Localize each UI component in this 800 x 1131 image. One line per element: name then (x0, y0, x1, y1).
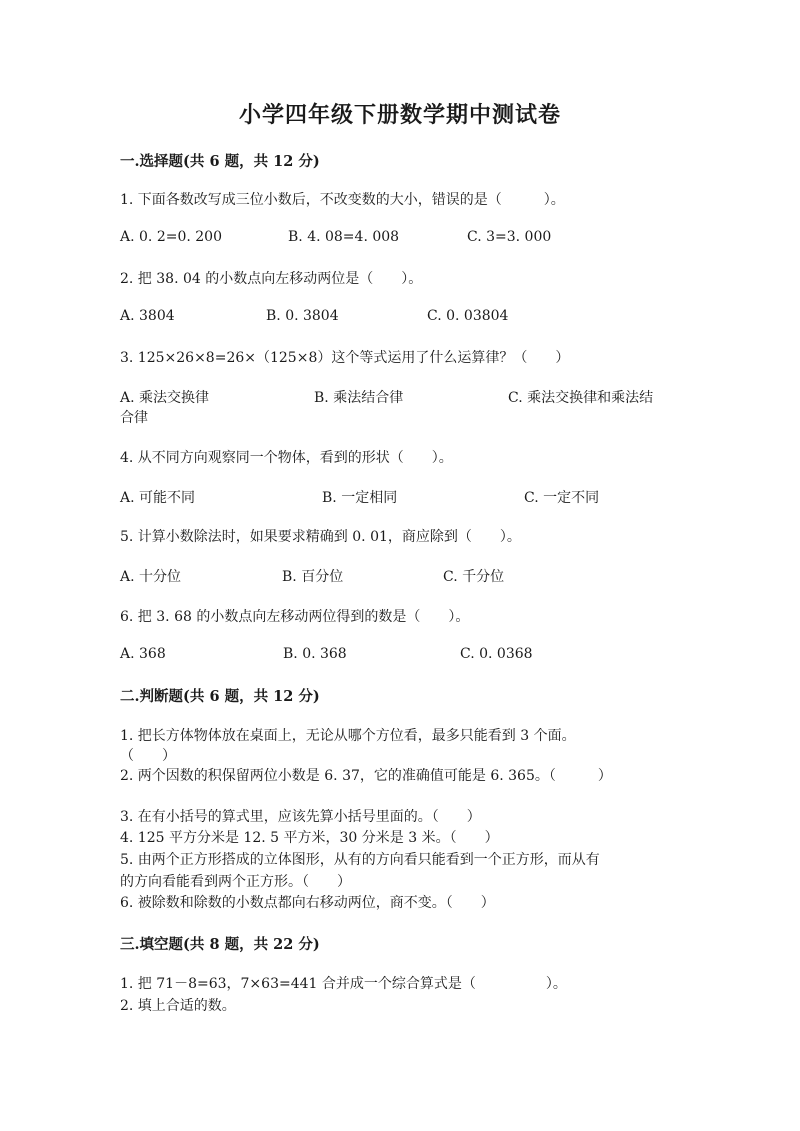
option-b: B. 4. 08=4. 008 (288, 229, 400, 245)
option-c: C. 乘法交换律和乘法结 (508, 390, 654, 406)
statement-text: 3. 在有小括号的算式里，应该先算小括号里面的。（ ） (120, 809, 481, 825)
section-heading-choice: 一.选择题(共 6 题，共 12 分) (120, 153, 320, 170)
question-text: 4. 从不同方向观察同一个物体，看到的形状（ ）。 (120, 450, 453, 466)
question-text: 5. 计算小数除法时，如果要求精确到 0. 01，商应除到（ ）。 (120, 529, 521, 545)
option-b: B. 百分位 (282, 569, 344, 585)
question-text: 3. 125×26×8=26×（125×8）这个等式运用了什么运算律？（ ） (120, 350, 570, 366)
statement-text: 4. 125 平方分米是 12. 5 平方米，30 分米是 3 米。（ ） (120, 830, 499, 846)
question-text: 1. 下面各数改写成三位小数后，不改变数的大小，错误的是（ ）。 (120, 192, 565, 208)
option-a: A. 十分位 (120, 569, 182, 585)
statement-text-continued: 的方向看能看到两个正方形。（ ） (120, 874, 351, 890)
option-b: B. 一定相同 (322, 490, 398, 506)
option-a: A. 368 (120, 646, 166, 662)
answer-blank: （ ） (120, 748, 176, 764)
option-c: C. 千分位 (443, 569, 505, 585)
option-c: C. 一定不同 (524, 490, 600, 506)
question-text: 1. 把 71－8=63，7×63=441 合并成一个综合算式是（ ）。 (120, 976, 567, 992)
option-a: A. 3804 (120, 308, 175, 324)
option-a: A. 可能不同 (120, 490, 196, 506)
option-b: B. 0. 368 (283, 646, 347, 662)
option-c: C. 3=3. 000 (467, 229, 552, 245)
statement-text: 5. 由两个正方形搭成的立体图形，从有的方向看只能看到一个正方形，而从有 (120, 852, 600, 868)
option-b: B. 乘法结合律 (314, 390, 404, 406)
statement-text: 1. 把长方体物体放在桌面上，无论从哪个方位看，最多只能看到 3 个面。 (120, 728, 576, 744)
section-heading-fill: 三.填空题(共 8 题，共 22 分) (120, 936, 320, 953)
question-text: 6. 把 3. 68 的小数点向左移动两位得到的数是（ ）。 (120, 609, 470, 625)
option-a: A. 乘法交换律 (120, 390, 210, 406)
option-c-continued: 合律 (120, 410, 148, 426)
option-a: A. 0. 2=0. 200 (120, 229, 222, 245)
statement-text: 2. 两个因数的积保留两位小数是 6. 37，它的准确值可能是 6. 365。（ ） (120, 768, 612, 784)
section-heading-judge: 二.判断题(共 6 题，共 12 分) (120, 688, 320, 705)
option-b: B. 0. 3804 (266, 308, 339, 324)
page-title: 小学四年级下册数学期中测试卷 (238, 102, 561, 128)
question-text: 2. 把 38. 04 的小数点向左移动两位是（ ）。 (120, 271, 423, 287)
question-text: 2. 填上合适的数。 (120, 998, 236, 1014)
option-c: C. 0. 03804 (427, 308, 509, 324)
statement-text: 6. 被除数和除数的小数点都向右移动两位，商不变。（ ） (120, 895, 495, 911)
option-c: C. 0. 0368 (460, 646, 533, 662)
